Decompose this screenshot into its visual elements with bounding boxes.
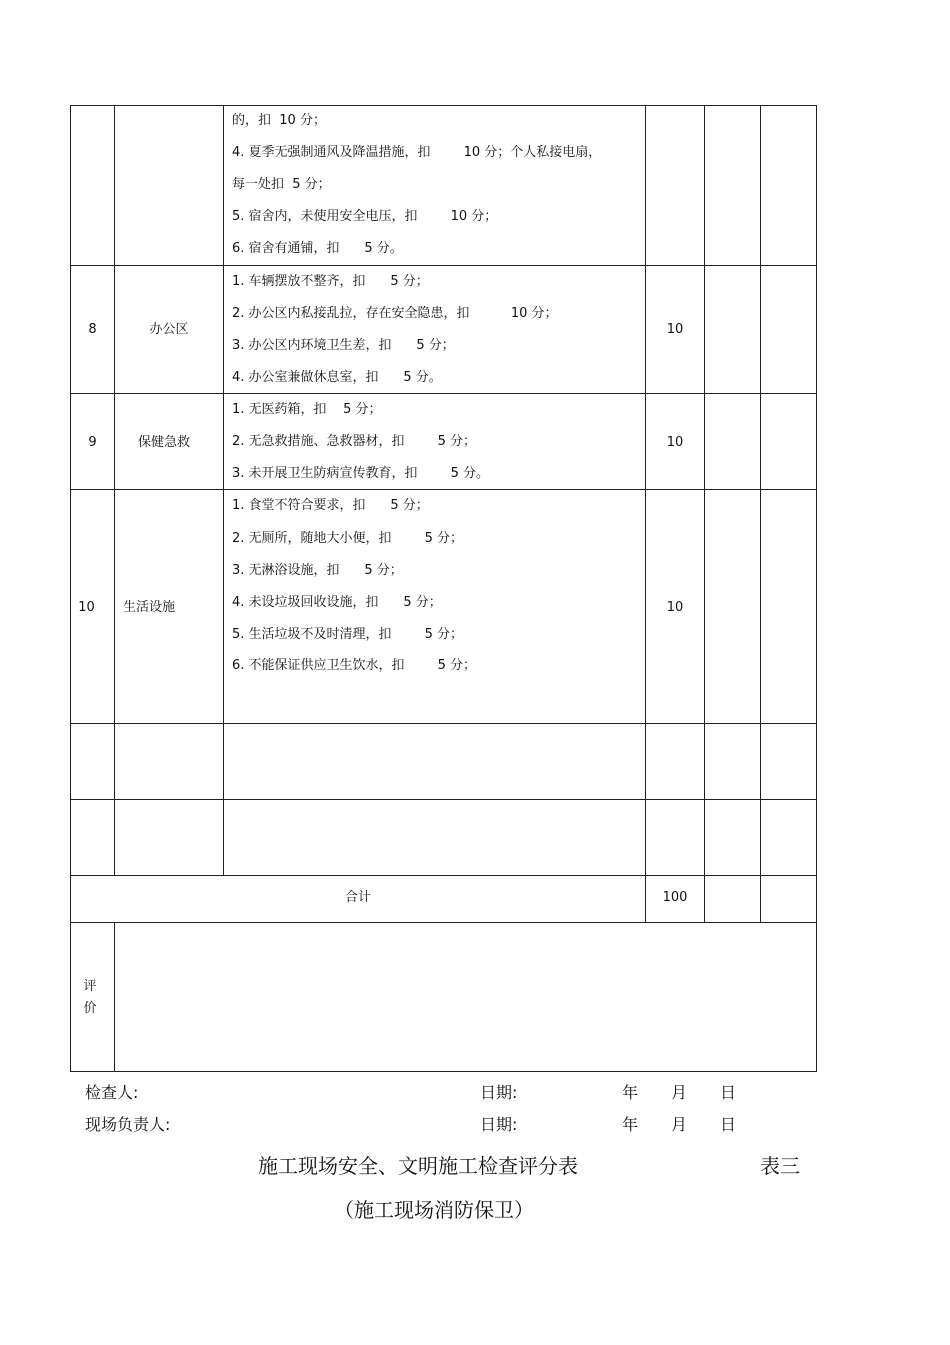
row-item-name: 生活设施: [123, 600, 176, 615]
row-rule-text: 2. 办公区内私接乱拉，存在安全隐患，扣 10 分；: [232, 306, 558, 321]
year-label: 年: [622, 1115, 639, 1134]
total-label: 合计: [344, 890, 371, 905]
evaluation-label-1: 评: [83, 979, 97, 994]
row-rule-text: 4. 夏季无强制通风及降温措施，扣 10 分；个人私接电扇，: [232, 145, 602, 160]
year-label: 年: [622, 1083, 639, 1102]
row-item-name: 保健急救: [137, 435, 190, 450]
row-rule-text: 6. 不能保证供应卫生饮水，扣 5 分；: [232, 658, 476, 673]
site-manager-label: 现场负责人:: [85, 1115, 171, 1134]
date-label: 日期:: [480, 1115, 518, 1134]
row-rule-text: 6. 宿舍有通铺，扣 5 分。: [232, 241, 403, 256]
day-label: 日: [720, 1115, 737, 1134]
row-rule-text: 3. 无淋浴设施，扣 5 分；: [232, 563, 403, 578]
page-title: 施工现场安全、文明施工检查评分表: [258, 1154, 578, 1178]
row-rule-text: 2. 无急救措施、急救器材，扣 5 分；: [232, 434, 476, 449]
row-rule-text: 4. 未设垃圾回收设施，扣 5 分；: [232, 595, 442, 610]
table-number: 表三: [760, 1154, 800, 1178]
row-rule-text: 2. 无厕所，随地大小便，扣 5 分；: [232, 531, 463, 546]
row-rule-text: 1. 无医药箱，扣 5 分；: [232, 402, 382, 417]
row-rule-text: 5. 宿舍内，未使用安全电压，扣 10 分；: [232, 209, 498, 224]
row-score: 10: [666, 435, 684, 450]
row-item-name: 办公区: [149, 322, 189, 337]
total-score: 100: [662, 890, 688, 905]
inspector-label: 检查人:: [85, 1083, 139, 1102]
row-rule-text: 1. 食堂不符合要求，扣 5 分；: [232, 498, 429, 513]
row-rule-text: 5. 生活垃圾不及时清理，扣 5 分；: [232, 627, 463, 642]
page-subtitle: （施工现场消防保卫）: [334, 1198, 534, 1222]
row-rule-text: 4. 办公室兼做休息室，扣 5 分。: [232, 370, 442, 385]
row-score: 10: [666, 600, 684, 615]
row-number: 9: [88, 435, 97, 450]
month-label: 月: [671, 1115, 688, 1134]
date-label: 日期:: [480, 1083, 518, 1102]
day-label: 日: [720, 1083, 737, 1102]
row-number: 10: [78, 600, 95, 615]
month-label: 月: [671, 1083, 688, 1102]
row-rule-text: 每一处扣 5 分；: [232, 177, 331, 192]
row-rule-text: 3. 未开展卫生防病宣传教育，扣 5 分。: [232, 466, 489, 481]
row-number: 8: [88, 322, 97, 337]
evaluation-label-2: 价: [83, 1001, 97, 1016]
row-score: 10: [666, 322, 684, 337]
row-rule-text: 的，扣 10 分；: [232, 113, 326, 128]
row-rule-text: 3. 办公区内环境卫生差，扣 5 分；: [232, 338, 455, 353]
row-rule-text: 1. 车辆摆放不整齐，扣 5 分；: [232, 274, 429, 289]
